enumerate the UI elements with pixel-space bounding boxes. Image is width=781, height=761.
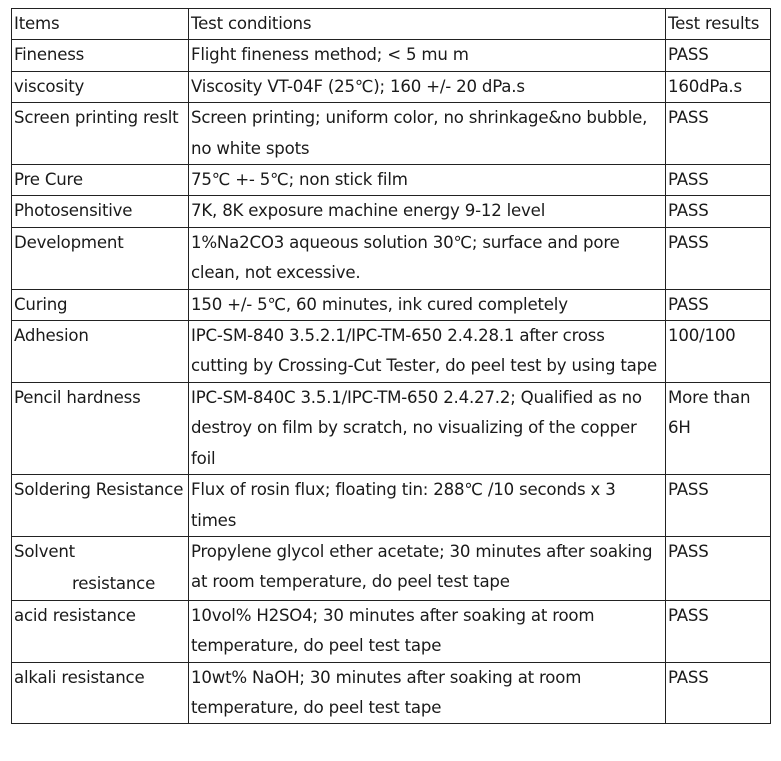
result-cell: PASS xyxy=(666,662,771,724)
table-row xyxy=(12,536,771,600)
result-cell: PASS xyxy=(666,103,771,165)
item-cell: Pencil hardness xyxy=(12,382,189,474)
condition-cell: 1%Na2CO3 aqueous solution 30℃; surface and pore clean, not excessive. xyxy=(189,227,666,289)
item-cell: Development xyxy=(12,227,189,289)
condition-lead-text: Flux of rosin flux xyxy=(191,480,325,500)
result-cell: PASS xyxy=(666,165,771,196)
table-row xyxy=(12,382,771,474)
condition-cell: IPC-SM-840 3.5.2.1/IPC-TM-650 2.4.28.1 after cross cutting by Crossing-Cut Tester, do peel test by using tape xyxy=(189,321,666,383)
result-cell: PASS xyxy=(666,289,771,320)
table-row xyxy=(12,165,771,196)
table-row xyxy=(12,321,771,383)
condition-cell: 10wt% NaOH; 30 minutes after soaking at room temperature, do peel test tape xyxy=(189,662,666,724)
table-row xyxy=(12,289,771,320)
item-cell: Soldering Resistance xyxy=(12,475,189,537)
table-row xyxy=(12,40,771,71)
result-cell: PASS xyxy=(666,40,771,71)
item-cell: Pre Cure xyxy=(12,165,189,196)
header-items: Items xyxy=(12,9,189,40)
item-cell: Curing xyxy=(12,289,189,320)
condition-cell: Flight fineness method; < 5 mu m xyxy=(189,40,666,71)
table-row xyxy=(12,662,771,724)
condition-lead-text: Propylene glycol ether acetate xyxy=(191,541,440,561)
table-row xyxy=(12,227,771,289)
table-row xyxy=(12,600,771,662)
item-cell: Screen printing reslt xyxy=(12,103,189,165)
condition-rest-text: ; 30 minutes after soaking at room temperature, do peel test tape xyxy=(191,541,653,592)
item-cell: Photosensitive xyxy=(12,196,189,227)
table-row xyxy=(12,71,771,102)
result-cell: 160dPa.s xyxy=(666,71,771,102)
condition-cell xyxy=(189,536,666,600)
condition-cell xyxy=(189,475,666,537)
table-row xyxy=(12,475,771,537)
item-cell: Adhesion xyxy=(12,321,189,383)
condition-rest-text: ; floating tin: 288℃ /10 seconds x 3 times xyxy=(191,480,616,530)
condition-cell: 150 +/- 5℃, 60 minutes, ink cured completely xyxy=(189,289,666,320)
result-cell: PASS xyxy=(666,600,771,662)
result-cell: More than 6H xyxy=(666,382,771,474)
condition-cell: 10vol% H2SO4; 30 minutes after soaking at room temperature, do peel test tape xyxy=(189,600,666,662)
test-results-table xyxy=(11,8,771,724)
table-row xyxy=(12,103,771,165)
item-cell: alkali resistance xyxy=(12,662,189,724)
condition-cell: 7K, 8K exposure machine energy 9-12 level xyxy=(189,196,666,227)
condition-cell: 75℃ +- 5℃; non stick film xyxy=(189,165,666,196)
item-cell: viscosity xyxy=(12,71,189,102)
result-cell: PASS xyxy=(666,475,771,537)
result-cell: PASS xyxy=(666,227,771,289)
table-header-row xyxy=(12,9,771,40)
condition-cell: IPC-SM-840C 3.5.1/IPC-TM-650 2.4.27.2; Qualified as no destroy on film by scratch, no visualizing of the copper foil xyxy=(189,382,666,474)
item-line-2: resistance xyxy=(72,574,156,594)
condition-cell: Screen printing; uniform color, no shrinkage&no bubble, no white spots xyxy=(189,103,666,165)
result-cell: PASS xyxy=(666,536,771,600)
item-cell: Fineness xyxy=(12,40,189,71)
header-test-results: Test results xyxy=(666,9,771,40)
item-cell: acid resistance xyxy=(12,600,189,662)
result-cell: 100/100 xyxy=(666,321,771,383)
result-cell: PASS xyxy=(666,196,771,227)
condition-cell: Viscosity VT-04F (25℃); 160 +/- 20 dPa.s xyxy=(189,71,666,102)
header-test-conditions: Test conditions xyxy=(189,9,666,40)
item-line-1: Solvent xyxy=(14,541,75,561)
table-row xyxy=(12,196,771,227)
item-cell xyxy=(12,536,189,600)
